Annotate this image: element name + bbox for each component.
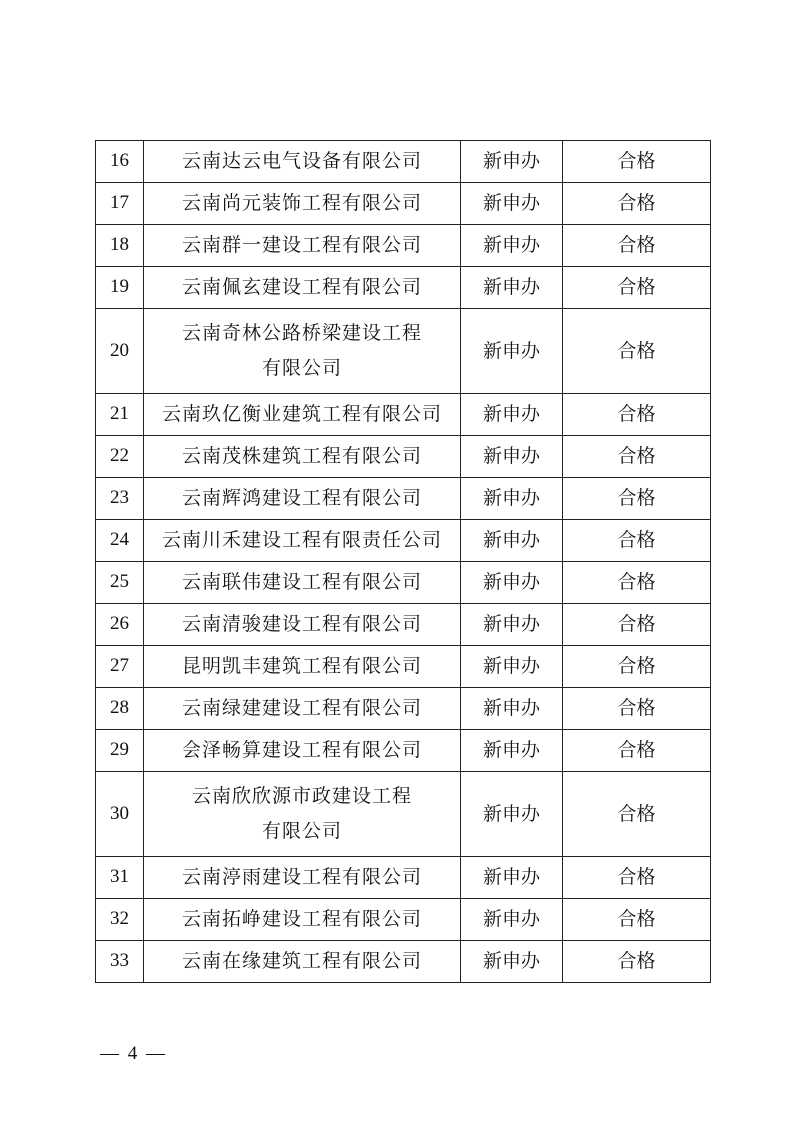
row-number: 18 — [96, 225, 144, 267]
application-type: 新申办 — [461, 562, 563, 604]
company-name-line: 云南在缘建筑工程有限公司 — [181, 950, 422, 973]
company-name-line: 云南联伟建设工程有限公司 — [181, 571, 422, 594]
company-name-line: 云南川禾建设工程有限责任公司 — [161, 529, 442, 552]
company-name-cell — [144, 394, 461, 436]
review-result: 合格 — [563, 520, 711, 562]
company-name-cell — [144, 688, 461, 730]
company-name-cell — [144, 857, 461, 899]
review-result: 合格 — [563, 688, 711, 730]
company-name-cell — [144, 604, 461, 646]
table-row — [96, 436, 711, 478]
application-type: 新申办 — [461, 899, 563, 941]
table-row — [96, 267, 711, 309]
table-row — [96, 394, 711, 436]
application-type: 新申办 — [461, 309, 563, 394]
application-type: 新申办 — [461, 183, 563, 225]
review-result: 合格 — [563, 267, 711, 309]
row-number: 29 — [96, 730, 144, 772]
table-row — [96, 772, 711, 857]
review-result: 合格 — [563, 604, 711, 646]
company-name-cell — [144, 309, 461, 394]
company-name-cell — [144, 562, 461, 604]
company-name-line: 云南尚元装饰工程有限公司 — [181, 192, 422, 215]
company-name-cell — [144, 225, 461, 267]
company-name-line: 云南拓峥建设工程有限公司 — [181, 908, 422, 931]
row-number: 30 — [96, 772, 144, 857]
row-number: 26 — [96, 604, 144, 646]
application-type: 新申办 — [461, 520, 563, 562]
row-number: 28 — [96, 688, 144, 730]
row-number: 21 — [96, 394, 144, 436]
table-row — [96, 857, 711, 899]
company-name-line: 云南渟雨建设工程有限公司 — [181, 866, 422, 889]
row-number: 17 — [96, 183, 144, 225]
review-result: 合格 — [563, 141, 711, 183]
company-name-cell — [144, 899, 461, 941]
table-row — [96, 478, 711, 520]
review-result: 合格 — [563, 478, 711, 520]
review-result: 合格 — [563, 857, 711, 899]
row-number: 24 — [96, 520, 144, 562]
company-name-line: 云南玖亿衡业建筑工程有限公司 — [161, 403, 442, 426]
review-result: 合格 — [563, 772, 711, 857]
company-name-cell — [144, 730, 461, 772]
review-result: 合格 — [563, 436, 711, 478]
table-row — [96, 309, 711, 394]
application-type: 新申办 — [461, 394, 563, 436]
application-type: 新申办 — [461, 857, 563, 899]
row-number: 32 — [96, 899, 144, 941]
application-type: 新申办 — [461, 772, 563, 857]
table-row — [96, 730, 711, 772]
company-name-line: 云南佩玄建设工程有限公司 — [181, 276, 422, 299]
company-name-line: 有限公司 — [261, 820, 342, 842]
application-type: 新申办 — [461, 478, 563, 520]
row-number: 27 — [96, 646, 144, 688]
review-result: 合格 — [563, 394, 711, 436]
application-type: 新申办 — [461, 646, 563, 688]
qualification-table — [95, 140, 711, 983]
table-row — [96, 604, 711, 646]
application-type: 新申办 — [461, 141, 563, 183]
table-row — [96, 646, 711, 688]
page-number: — 4 — — [100, 1043, 167, 1064]
company-name-cell — [144, 772, 461, 857]
table-row — [96, 899, 711, 941]
company-name-cell — [144, 183, 461, 225]
table-row — [96, 141, 711, 183]
table-row — [96, 183, 711, 225]
table-row — [96, 562, 711, 604]
company-name-line: 云南茂株建筑工程有限公司 — [181, 445, 422, 468]
row-number: 31 — [96, 857, 144, 899]
company-name-cell — [144, 436, 461, 478]
row-number: 19 — [96, 267, 144, 309]
company-name-cell — [144, 941, 461, 983]
table-row — [96, 941, 711, 983]
company-name-line: 云南奇林公路桥梁建设工程 — [181, 322, 422, 345]
table-row — [96, 688, 711, 730]
review-result: 合格 — [563, 899, 711, 941]
table-row — [96, 520, 711, 562]
table-body — [96, 141, 711, 983]
company-name-line: 会泽畅算建设工程有限公司 — [181, 739, 422, 762]
row-number: 22 — [96, 436, 144, 478]
application-type: 新申办 — [461, 730, 563, 772]
company-name-line: 云南清骏建设工程有限公司 — [181, 613, 422, 636]
row-number: 23 — [96, 478, 144, 520]
company-name-cell — [144, 267, 461, 309]
review-result: 合格 — [563, 941, 711, 983]
company-name-cell — [144, 141, 461, 183]
review-result: 合格 — [563, 225, 711, 267]
company-name-cell — [144, 646, 461, 688]
application-type: 新申办 — [461, 267, 563, 309]
application-type: 新申办 — [461, 941, 563, 983]
company-name-line: 云南达云电气设备有限公司 — [181, 150, 422, 173]
company-name-line: 云南辉鸿建设工程有限公司 — [181, 487, 422, 510]
table-row — [96, 225, 711, 267]
review-result: 合格 — [563, 730, 711, 772]
company-name-line: 昆明凯丰建筑工程有限公司 — [181, 655, 422, 678]
company-name-cell — [144, 520, 461, 562]
company-name-line: 云南群一建设工程有限公司 — [181, 234, 422, 257]
review-result: 合格 — [563, 183, 711, 225]
application-type: 新申办 — [461, 436, 563, 478]
review-result: 合格 — [563, 309, 711, 394]
application-type: 新申办 — [461, 225, 563, 267]
application-type: 新申办 — [461, 688, 563, 730]
row-number: 16 — [96, 141, 144, 183]
row-number: 20 — [96, 309, 144, 394]
review-result: 合格 — [563, 562, 711, 604]
application-type: 新申办 — [461, 604, 563, 646]
company-name-cell — [144, 478, 461, 520]
company-name-line: 云南绿建建设工程有限公司 — [181, 697, 422, 720]
review-result: 合格 — [563, 646, 711, 688]
company-name-line: 云南欣欣源市政建设工程 — [191, 785, 412, 808]
row-number: 25 — [96, 562, 144, 604]
row-number: 33 — [96, 941, 144, 983]
company-name-line: 有限公司 — [261, 357, 342, 379]
